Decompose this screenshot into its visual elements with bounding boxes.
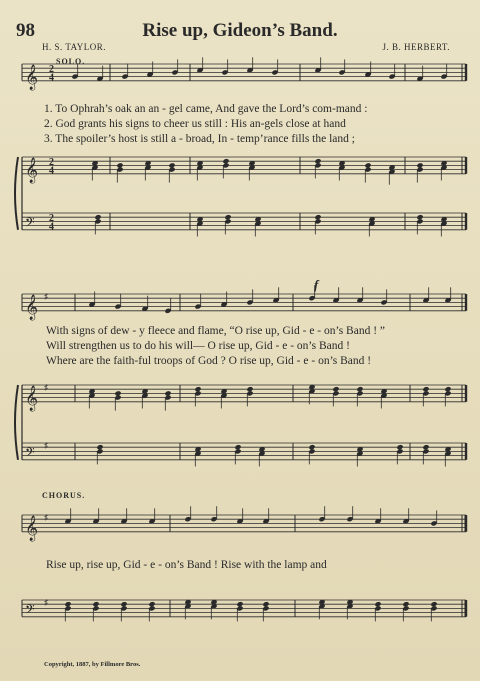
staff: [22, 383, 466, 411]
bass-clef-icon: 𝄢: [25, 601, 35, 620]
staff: [22, 64, 466, 90]
chorus-label: CHORUS.: [42, 491, 86, 500]
key-sharp-icon: ♯: [44, 441, 48, 450]
verse-line-2: 2. God grants his signs to cheer us still : His an-gels close at hand: [44, 118, 346, 130]
solo-label: SOLO.: [56, 57, 86, 66]
time-signature-top: 2: [49, 64, 54, 75]
staff: [22, 157, 466, 183]
time-signature-bottom: 4: [49, 165, 54, 177]
verse-line-3: 3. The spoiler’s host is still a - broad, In - temp’rance fills the land ;: [44, 133, 355, 145]
page-number: 98: [16, 20, 35, 41]
refrain-line-1: With signs of dew - y fleece and flame, “O rise up, Gid - e - on’s Band ! ”: [46, 325, 386, 337]
staff: [22, 292, 466, 320]
time-signature-bottom: 4: [49, 72, 54, 84]
bass-clef-icon: 𝄢: [25, 444, 35, 463]
treble-clef-icon: 𝄞: [25, 294, 39, 320]
system-brace: [15, 157, 18, 230]
bass-clef-icon: 𝄢: [25, 214, 35, 233]
refrain-line-2: Will strengthen us to do his will— O rise up, Gid - e - on’s Band !: [46, 340, 350, 352]
treble-clef-icon: 𝄞: [25, 385, 39, 411]
key-sharp-icon: ♯: [44, 292, 48, 301]
chorus-lyric: Rise up, rise up, Gid - e - on’s Band ! Rise with the lamp and: [46, 559, 327, 571]
verse-line-1: 1. To Ophrah’s oak an an - gel came, And gave the Lord’s com-mand :: [44, 103, 368, 115]
staff: [22, 598, 466, 620]
time-signature-top: 2: [49, 157, 54, 168]
key-sharp-icon: ♯: [44, 598, 48, 607]
lyricist-credit: H. S. TAYLOR.: [42, 42, 107, 52]
copyright-notice: Copyright, 1887, by Fillmore Bros.: [44, 661, 141, 668]
time-signature-top: 2: [49, 213, 54, 224]
time-signature-bottom: 4: [49, 221, 54, 233]
staff: [22, 213, 466, 233]
treble-clef-icon: 𝄞: [25, 515, 39, 541]
treble-clef-icon: 𝄞: [25, 157, 39, 183]
hymn-title: Rise up, Gideon’s Band.: [142, 20, 338, 41]
composer-credit: J. B. HERBERT.: [382, 42, 450, 52]
key-sharp-icon: ♯: [44, 513, 48, 522]
key-sharp-icon: ♯: [44, 383, 48, 392]
staff: [22, 513, 466, 541]
dynamic-forte: f: [314, 277, 319, 292]
system-brace: [15, 385, 18, 460]
refrain-line-3: Where are the faith-ful troops of God ? O rise up, Gid - e - on’s Band !: [46, 355, 372, 367]
treble-clef-icon: 𝄞: [25, 64, 39, 90]
